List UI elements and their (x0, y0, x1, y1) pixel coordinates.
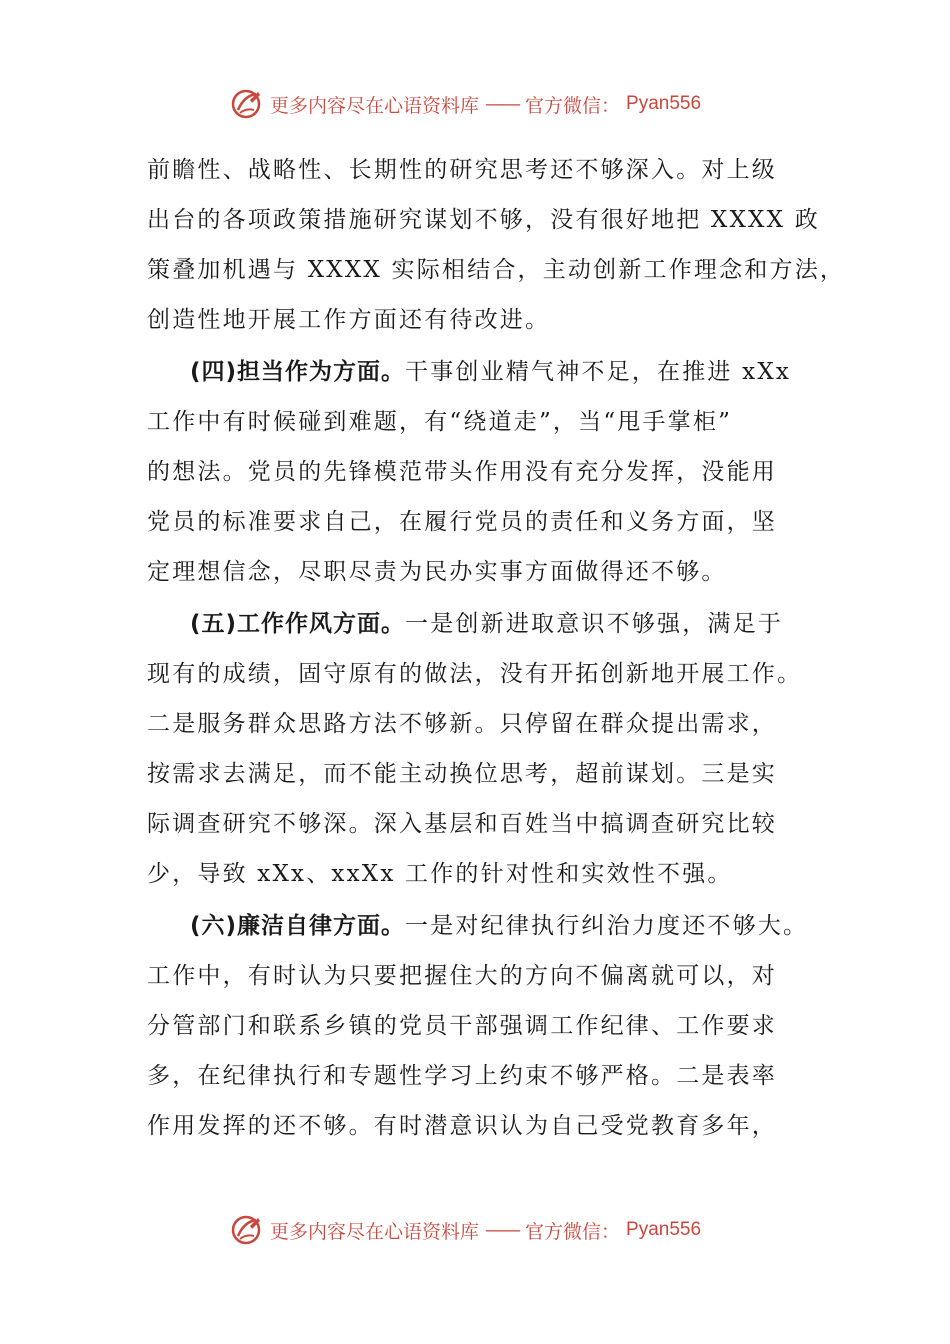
text-line: 按需求去满足，而不能主动换位思考，超前谋划。三是实 (147, 761, 777, 787)
text-line: 多，在纪律执行和专题性学习上约束不够严格。二是表率 (147, 1063, 777, 1089)
watermark-wechat-label: 官方微信： (525, 1220, 621, 1243)
section-5-line: (五)工作作风方面。一是创新进取意识不够强，满足于 (190, 611, 784, 637)
text-line: 现有的成绩，固守原有的做法，没有开拓创新地开展工作。 (147, 661, 803, 687)
text-line: 定理想信念，尽职尽责为民办实事方面做得还不够。 (147, 559, 727, 585)
text-line: 的想法。党员的先锋模范带头作用没有充分发挥，没能用 (147, 459, 777, 485)
text-line: 际调查研究不够深。深入基层和百姓当中搞调查研究比较 (147, 811, 777, 837)
text-line: 工作中有时候碰到难题，有“绕道走”，当“甩手掌柜” (147, 409, 733, 435)
section-5-heading: (五)工作作风方面。 (190, 611, 406, 637)
text-line: 出台的各项政策措施研究谋划不够，没有很好地把 XXXX 政 (147, 207, 820, 233)
watermark-dash: —— (485, 1219, 520, 1241)
watermark-wechat-label: 官方微信： (525, 94, 621, 117)
text-line: 二是服务群众思路方法不够新。只停留在群众提出需求， (147, 711, 777, 737)
pen-logo-icon (228, 86, 264, 122)
text-line: 工作中，有时认为只要把握住大的方向不偏离就可以，对 (147, 963, 777, 989)
text-line: 少，导致 xXx、xxXx 工作的针对性和实效性不强。 (147, 861, 733, 887)
text-line: 作用发挥的还不够。有时潜意识认为自己受党教育多年， (147, 1113, 777, 1139)
text-line: 前瞻性、战略性、长期性的研究思考还不够深入。对上级 (147, 157, 777, 183)
watermark-wechat-id: Pyan556 (626, 1219, 702, 1240)
text-line: 创造性地开展工作方面还有待改进。 (147, 307, 551, 333)
pen-logo-icon (228, 1212, 264, 1248)
watermark-dash: —— (485, 93, 520, 115)
text-line: 党员的标准要求自己，在履行党员的责任和义务方面，坚 (147, 509, 777, 535)
footer-watermark (228, 1210, 701, 1250)
header-watermark (228, 84, 701, 124)
watermark-text: 更多内容尽在心语资料库 (270, 94, 480, 117)
section-6-line: (六)廉洁自律方面。一是对纪律执行纠治力度还不够大。 (190, 913, 809, 939)
text-line: 分管部门和联系乡镇的党员干部强调工作纪律、工作要求 (147, 1013, 777, 1039)
section-4-line: (四)担当作为方面。干事创业精气神不足，在推进 xXx (190, 359, 792, 385)
section-4-heading: (四)担当作为方面。 (190, 359, 406, 385)
watermark-text: 更多内容尽在心语资料库 (270, 1220, 480, 1243)
text-line: 策叠加机遇与 XXXX 实际相结合，主动创新工作理念和方法， (147, 257, 846, 283)
section-6-heading: (六)廉洁自律方面。 (190, 913, 406, 939)
watermark-wechat-id: Pyan556 (626, 93, 702, 114)
